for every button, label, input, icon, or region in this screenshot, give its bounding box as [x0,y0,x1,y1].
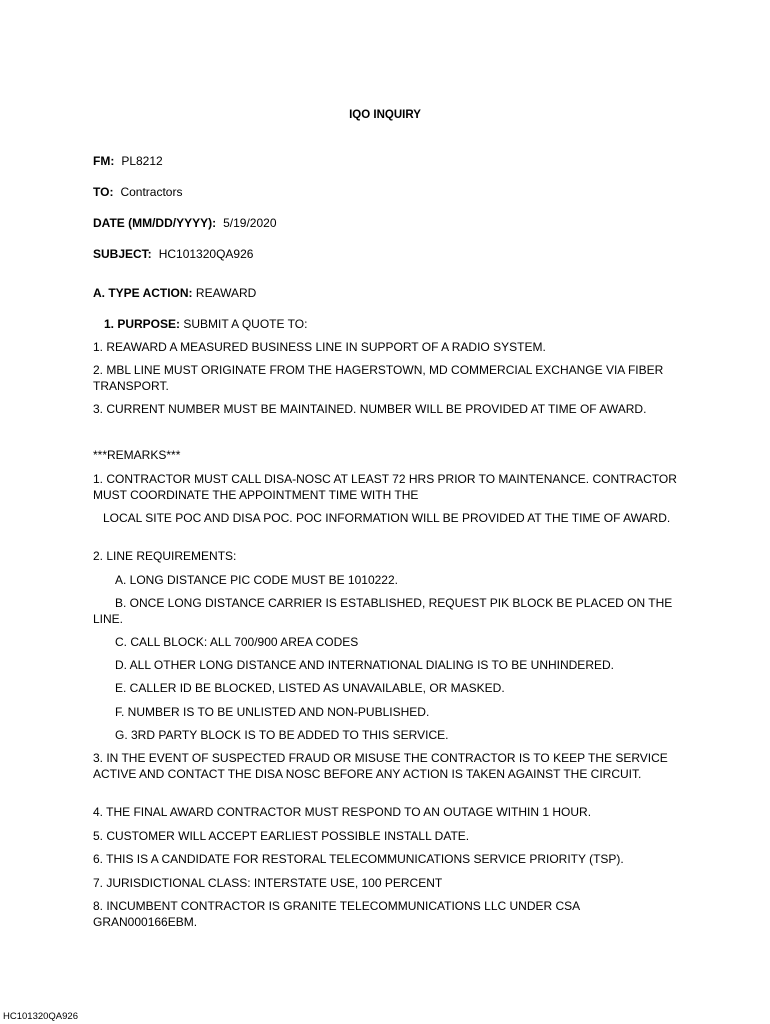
line-requirement-item: F. NUMBER IS TO BE UNLISTED AND NON-PUBLISHED. [115,705,430,719]
to-field [93,185,182,201]
date-field [93,216,277,232]
purpose-label: 1. PURPOSE: [104,317,181,331]
remark-item: 6. THIS IS A CANDIDATE FOR RESTORAL TELECOMMUNICATIONS SERVICE PRIORITY (TSP). [93,852,624,866]
purpose-item: 2. MBL LINE MUST ORIGINATE FROM THE HAGERSTOWN, MD COMMERCIAL EXCHANGE VIA FIBER TRANSPORT. [93,363,664,393]
remark-item: 1. CONTRACTOR MUST CALL DISA-NOSC AT LEAST 72 HRS PRIOR TO MAINTENANCE. CONTRACTOR MUST COORDINATE THE APPOINTMENT TIME WITH THE [93,472,677,502]
remark-item: 2. LINE REQUIREMENTS: [93,549,237,563]
from-label: FM: [93,154,115,168]
line-requirement-item: C. CALL BLOCK: ALL 700/900 AREA CODES [115,635,359,649]
page-footer: HC101320QA926 [3,1011,78,1022]
purpose-item: 1. REAWARD A MEASURED BUSINESS LINE IN SUPPORT OF A RADIO SYSTEM. [93,340,546,354]
to-value: Contractors [120,185,183,199]
type-action-label: A. TYPE ACTION: [93,286,193,300]
to-label: TO: [93,185,114,199]
purpose-value: SUBMIT A QUOTE TO: [183,317,308,331]
remark-item: 7. JURISDICTIONAL CLASS: INTERSTATE USE, 100 PERCENT [93,876,443,890]
remark-item: 8. INCUMBENT CONTRACTOR IS GRANITE TELECOMMUNICATIONS LLC UNDER CSA GRAN000166EBM. [93,899,580,929]
line-requirement-item: B. ONCE LONG DISTANCE CARRIER IS ESTABLISHED, REQUEST PIK BLOCK BE PLACED ON THE LINE. [93,596,673,626]
type-action-value: REAWARD [195,286,257,300]
remarks-heading: ***REMARKS*** [93,448,181,462]
remark-item: 5. CUSTOMER WILL ACCEPT EARLIEST POSSIBLE INSTALL DATE. [93,829,470,843]
remark-item: LOCAL SITE POC AND DISA POC. POC INFORMATION WILL BE PROVIDED AT THE TIME OF AWARD. [103,511,671,525]
date-label: DATE (MM/DD/YYYY): [93,216,217,230]
from-value: PL8212 [121,154,163,168]
remark-item: 4. THE FINAL AWARD CONTRACTOR MUST RESPOND TO AN OUTAGE WITHIN 1 HOUR. [93,805,592,819]
purpose-field [104,317,307,333]
remark-item: 3. IN THE EVENT OF SUSPECTED FRAUD OR MISUSE THE CONTRACTOR IS TO KEEP THE SERVICE ACTIVE AND CONTACT THE DISA NOSC BEFORE ANY ACTION IS TAKEN AGAINST THE CIRCUIT. [93,751,668,781]
from-field [93,154,163,170]
line-requirement-item: G. 3RD PARTY BLOCK IS TO BE ADDED TO THIS SERVICE. [115,728,449,742]
line-requirement-item: A. LONG DISTANCE PIC CODE MUST BE 1010222. [115,573,398,587]
line-requirement-item: D. ALL OTHER LONG DISTANCE AND INTERNATIONAL DIALING IS TO BE UNHINDERED. [115,658,614,672]
date-value: 5/19/2020 [223,216,277,230]
subject-field [93,247,253,263]
type-action-field [93,286,256,302]
document-title: IQO INQUIRY [349,109,421,121]
subject-value: HC101320QA926 [158,247,254,261]
purpose-item: 3. CURRENT NUMBER MUST BE MAINTAINED. NUMBER WILL BE PROVIDED AT TIME OF AWARD. [93,402,647,416]
line-requirement-item: E. CALLER ID BE BLOCKED, LISTED AS UNAVAILABLE, OR MASKED. [115,681,505,695]
subject-label: SUBJECT: [93,247,152,261]
